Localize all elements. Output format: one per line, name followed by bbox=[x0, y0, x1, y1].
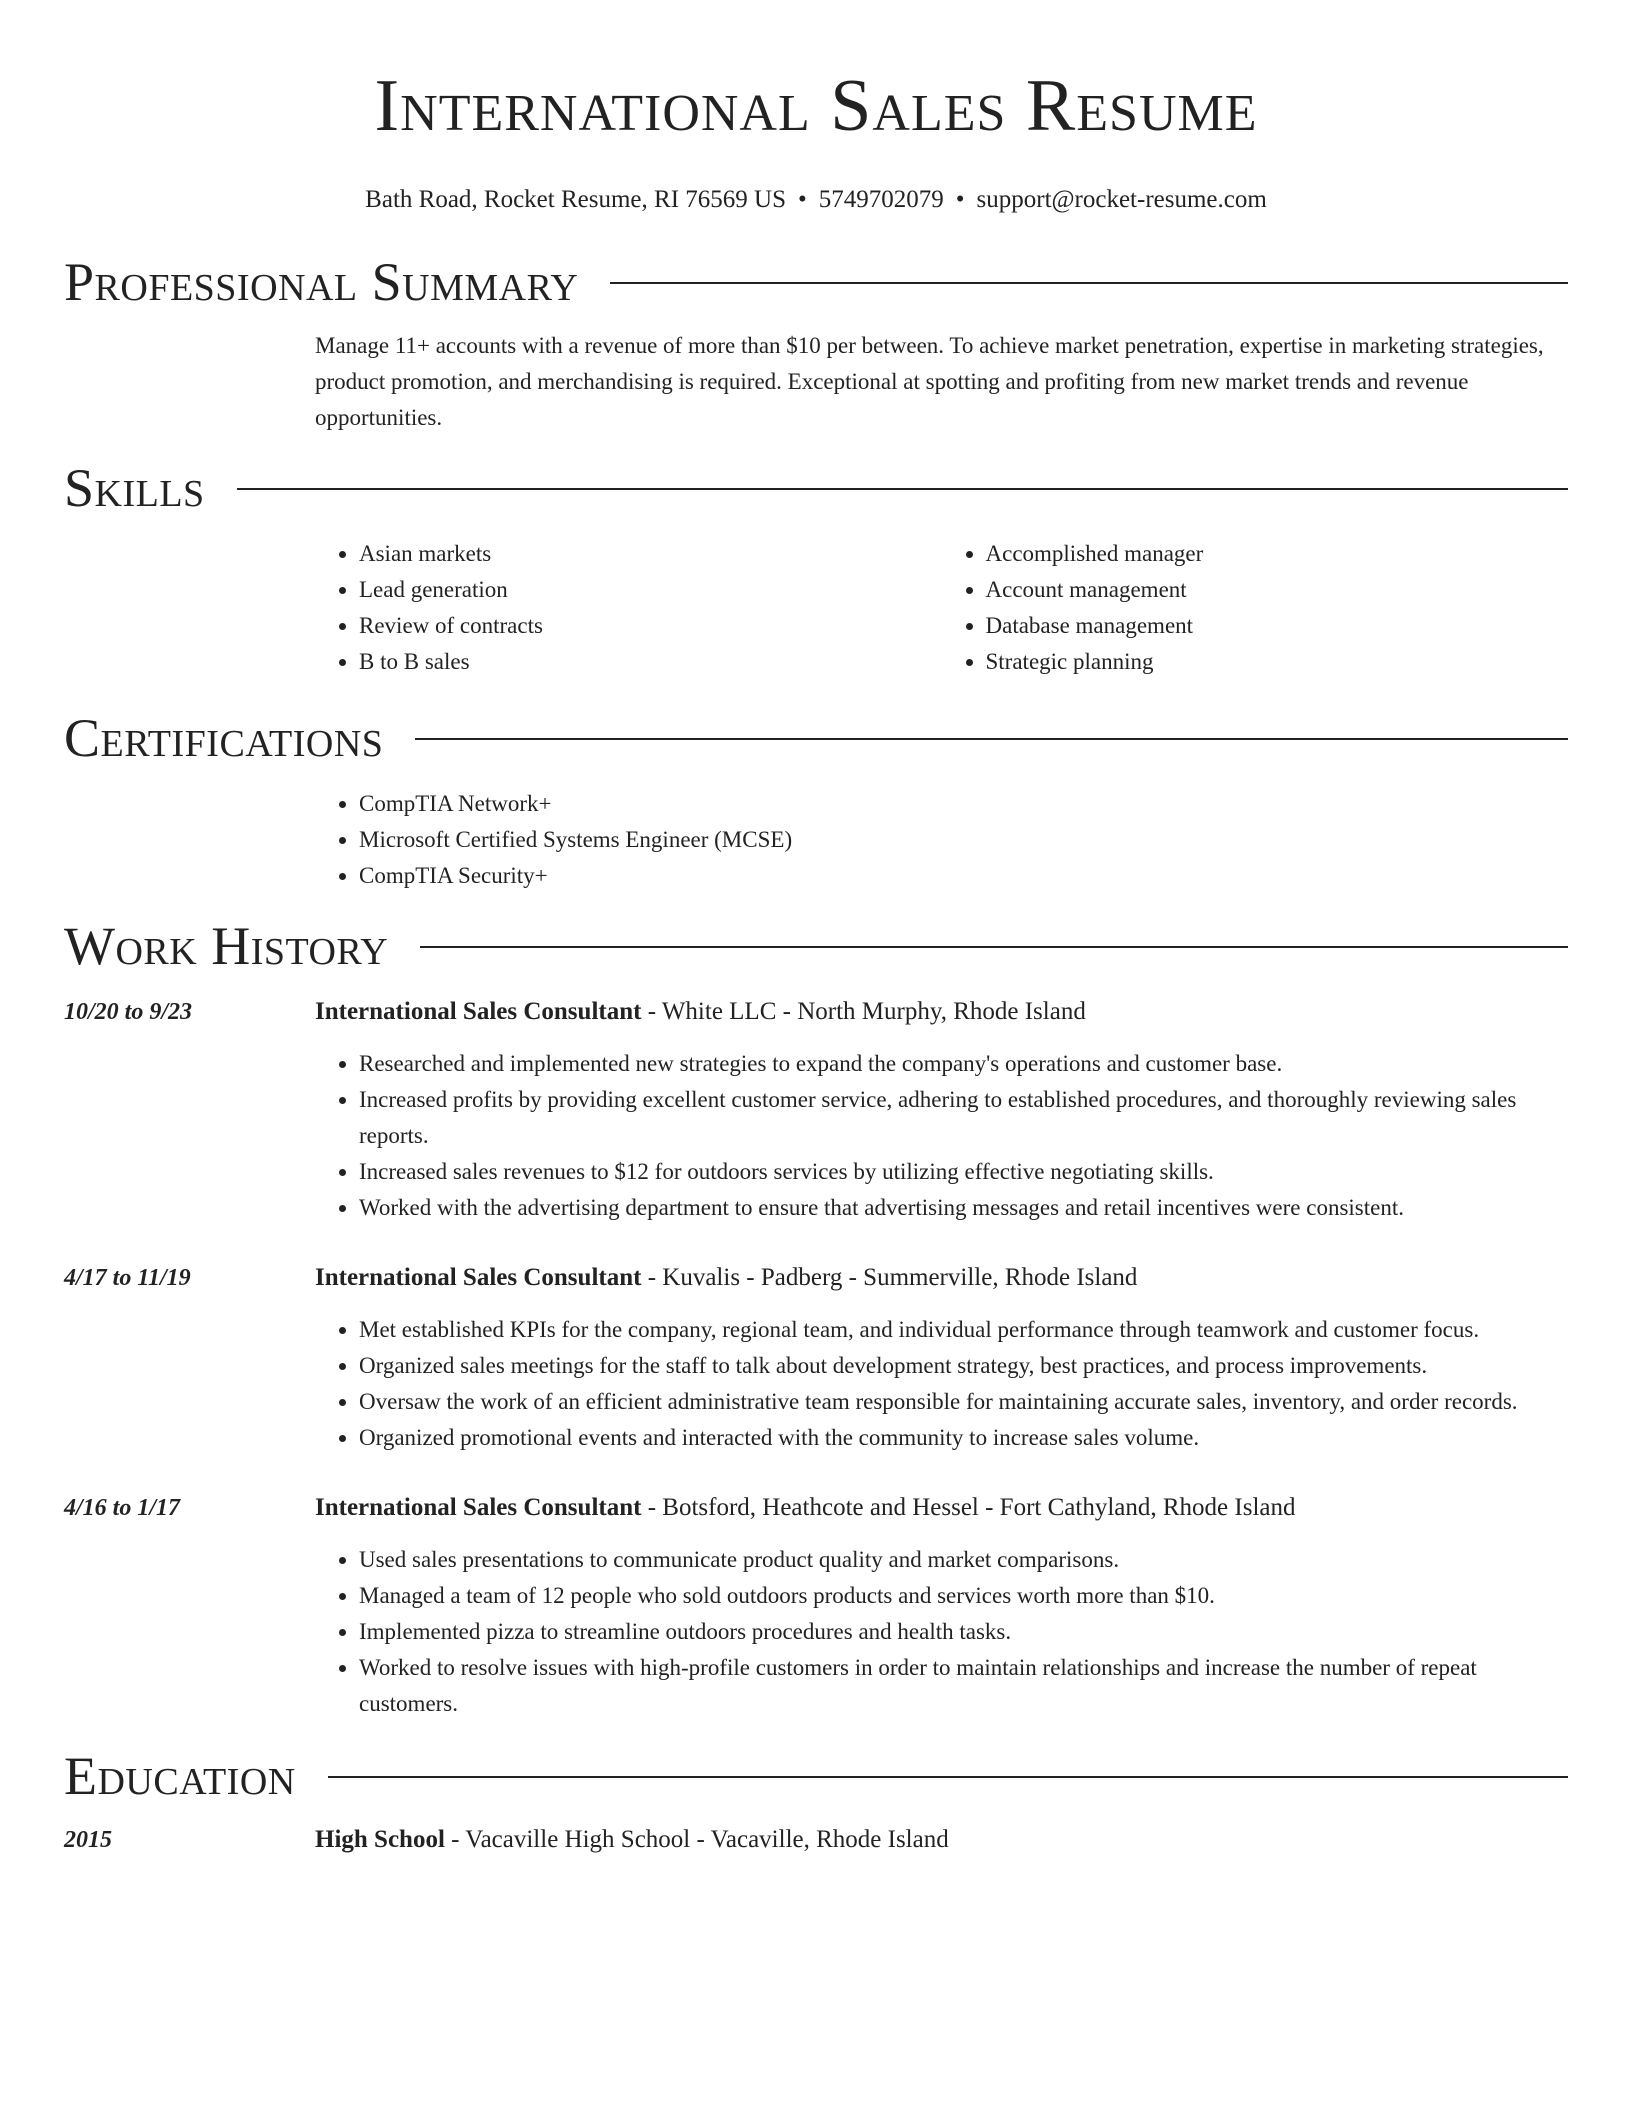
skills-column-right bbox=[942, 536, 1569, 680]
job-bullet: • Organized promotional events and interacted with the community to increase sales volume. bbox=[359, 1420, 1568, 1456]
contact-address: Bath Road, Rocket Resume, RI 76569 US bbox=[365, 186, 786, 213]
job-bullet: • Increased sales revenues to $12 for outdoors services by utilizing effective negotiating skills. bbox=[359, 1154, 1568, 1190]
certifications-title: Certifications bbox=[64, 708, 384, 768]
skill-item: • Asian markets bbox=[359, 536, 942, 572]
section-divider bbox=[328, 1776, 1568, 1778]
work-header bbox=[64, 916, 1568, 976]
job-details: - Botsford, Heathcote and Hessel - Fort Cathyland, Rhode Island bbox=[641, 1494, 1296, 1521]
job-entry bbox=[64, 994, 1568, 1226]
summary-header bbox=[64, 252, 1568, 312]
section-divider bbox=[420, 946, 1568, 948]
skill-item: • Lead generation bbox=[359, 572, 942, 608]
skills-title: Skills bbox=[64, 458, 205, 518]
job-dates: 4/17 to 11/19 bbox=[64, 1265, 191, 1291]
contact-email: support@rocket-resume.com bbox=[976, 186, 1267, 213]
education-degree: High School bbox=[315, 1826, 445, 1853]
job-bullet: • Worked to resolve issues with high-profile customers in order to maintain relationships and increase the number of repeat customers. bbox=[359, 1650, 1568, 1722]
job-bullet: • Worked with the advertising department to ensure that advertising messages and retail incentives were consistent. bbox=[359, 1190, 1568, 1226]
work-title: Work History bbox=[64, 916, 389, 976]
job-role: International Sales Consultant bbox=[315, 1494, 642, 1521]
section-divider bbox=[237, 488, 1568, 490]
job-bullet: • Met established KPIs for the company, regional team, and individual performance through teamwork and customer focus. bbox=[359, 1312, 1568, 1348]
job-heading bbox=[315, 1490, 1295, 1526]
job-bullets bbox=[315, 1046, 1568, 1226]
job-bullet: • Oversaw the work of an efficient administrative team responsible for maintaining accurate sales, inventory, and order records. bbox=[359, 1384, 1568, 1420]
job-bullet: • Used sales presentations to communicate product quality and market comparisons. bbox=[359, 1542, 1568, 1578]
skills-list bbox=[315, 536, 1568, 680]
education-year: 2015 bbox=[64, 1827, 112, 1853]
job-dates: 4/16 to 1/17 bbox=[64, 1495, 181, 1521]
skill-item: • Account management bbox=[986, 572, 1569, 608]
job-bullets bbox=[315, 1312, 1568, 1456]
education-entry bbox=[64, 1822, 1568, 1858]
job-heading bbox=[315, 994, 1086, 1030]
job-bullet: • Managed a team of 12 people who sold outdoors products and services worth more than $10. bbox=[359, 1578, 1568, 1614]
job-details: - Kuvalis - Padberg - Summerville, Rhode Island bbox=[641, 1264, 1138, 1291]
certification-item: • Microsoft Certified Systems Engineer (MCSE) bbox=[359, 822, 1568, 858]
resume-title: International Sales Resume bbox=[374, 65, 1258, 147]
skill-item: • B to B sales bbox=[359, 644, 942, 680]
skill-item: • Database management bbox=[986, 608, 1569, 644]
skills-header bbox=[64, 458, 1568, 518]
certification-item: • CompTIA Network+ bbox=[359, 786, 1568, 822]
section-divider bbox=[610, 282, 1568, 284]
section-divider bbox=[415, 738, 1568, 740]
skill-item: • Strategic planning bbox=[986, 644, 1569, 680]
job-role: International Sales Consultant bbox=[315, 998, 642, 1025]
summary-text: Manage 11+ accounts with a revenue of more than $10 per between. To achieve market penetration, expertise in marketing strategies, product promotion, and merchandising is required. Exceptional at spotting and profiting from new market trends and revenue opportunities. bbox=[315, 333, 1544, 430]
education-header bbox=[64, 1746, 1568, 1806]
job-bullet: • Organized sales meetings for the staff to talk about development strategy, best practices, and process improvements. bbox=[359, 1348, 1568, 1384]
education-heading bbox=[315, 1822, 949, 1858]
education-title: Education bbox=[64, 1746, 296, 1806]
education-details: - Vacaville High School - Vacaville, Rhode Island bbox=[444, 1826, 949, 1853]
skill-item: • Accomplished manager bbox=[986, 536, 1569, 572]
job-dates: 10/20 to 9/23 bbox=[64, 999, 193, 1025]
contact-separator: • bbox=[797, 186, 807, 213]
job-bullets bbox=[315, 1542, 1568, 1722]
skills-column-left bbox=[315, 536, 942, 680]
job-bullet: • Increased profits by providing excellent customer service, adhering to established procedures, and thoroughly reviewing sales reports. bbox=[359, 1082, 1568, 1154]
job-details: - White LLC - North Murphy, Rhode Island bbox=[641, 998, 1086, 1025]
job-role: International Sales Consultant bbox=[315, 1264, 642, 1291]
job-bullet: • Implemented pizza to streamline outdoors procedures and health tasks. bbox=[359, 1614, 1568, 1650]
certification-item: • CompTIA Security+ bbox=[359, 858, 1568, 894]
job-bullet: • Researched and implemented new strategies to expand the company's operations and customer base. bbox=[359, 1046, 1568, 1082]
contact-phone: 5749702079 bbox=[818, 186, 944, 213]
job-heading bbox=[315, 1260, 1137, 1296]
certifications-list bbox=[315, 786, 1568, 894]
skill-item: • Review of contracts bbox=[359, 608, 942, 644]
summary-title: Professional Summary bbox=[64, 252, 579, 312]
contact-line bbox=[64, 184, 1568, 216]
certifications-header bbox=[64, 708, 1568, 768]
job-entry bbox=[64, 1490, 1568, 1722]
contact-separator: • bbox=[955, 186, 965, 213]
job-entry bbox=[64, 1260, 1568, 1456]
